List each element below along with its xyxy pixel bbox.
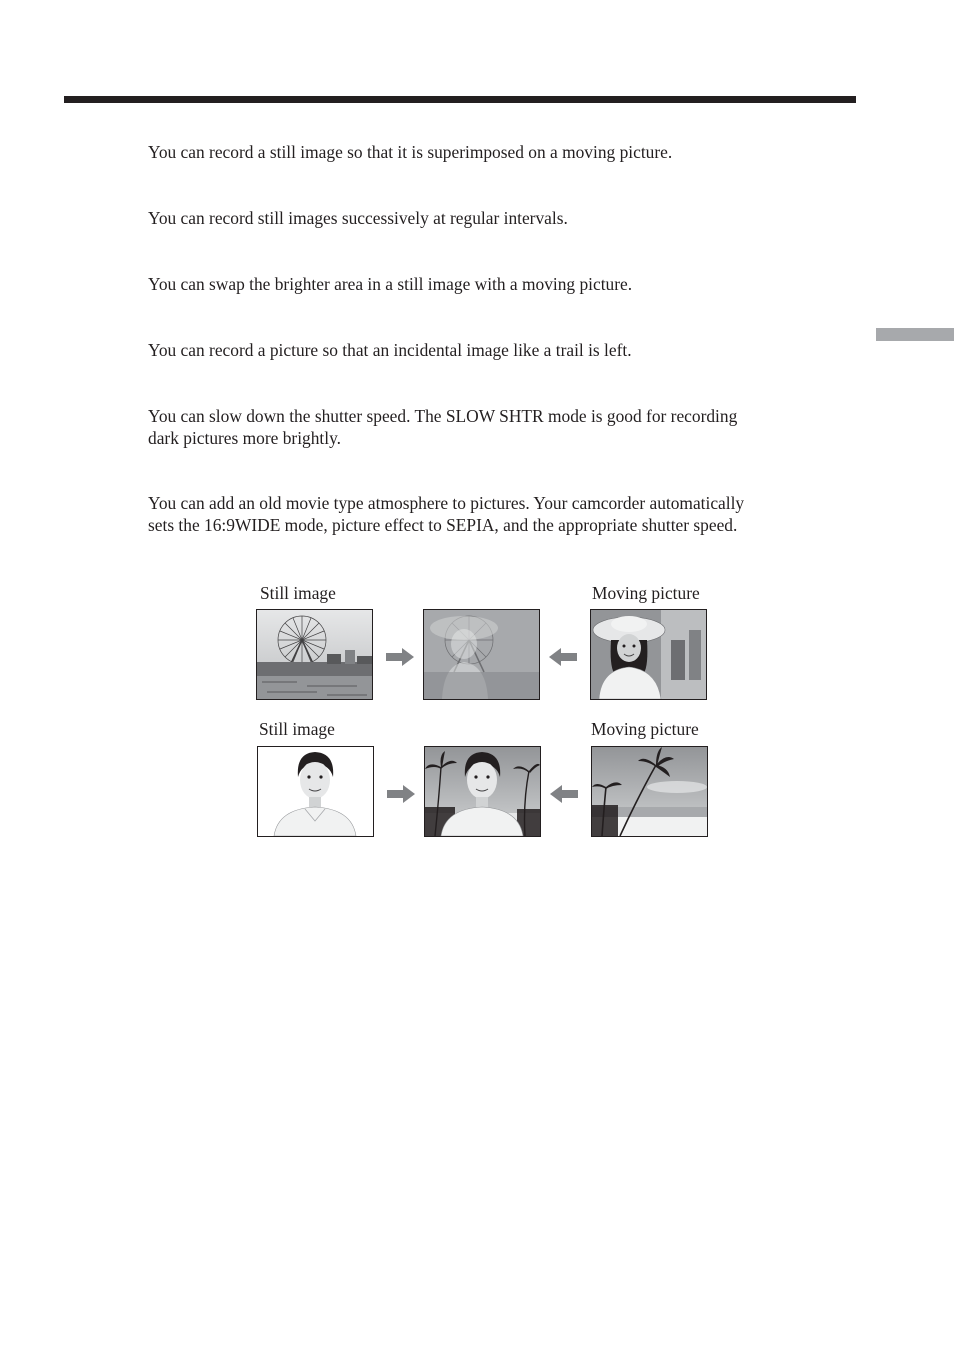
- paragraph-old-movie-line1: You can add an old movie type atmosphere to pictures. Your camcorder automatically: [148, 493, 745, 513]
- paragraph-slow-shutter-line2: dark pictures more brightly.: [148, 428, 342, 448]
- top-rule: [64, 96, 856, 103]
- paragraph-trail: You can record a picture so that an incidental image like a trail is left.: [148, 340, 632, 360]
- portrait-image: [257, 746, 374, 837]
- ferris-wheel-image: [256, 609, 373, 700]
- palm-beach-image: [591, 746, 708, 837]
- arrow-right-icon: [387, 785, 415, 803]
- paragraph-luminance-key: You can swap the brighter area in a still image with a moving picture.: [148, 274, 633, 294]
- row2-still-caption: Still image: [259, 719, 335, 739]
- arrow-left-icon: [550, 785, 578, 803]
- section-tab: [876, 328, 954, 341]
- row1-moving-caption: Moving picture: [592, 583, 700, 603]
- paragraph-slow-shutter-line1: You can slow down the shutter speed. The SLOW SHTR mode is good for recording: [148, 406, 738, 426]
- superimposed-result-image: [423, 609, 540, 700]
- arrow-right-icon: [386, 648, 414, 666]
- paragraph-overlap: You can record a still image so that it is superimposed on a moving picture.: [148, 142, 673, 162]
- luminance-key-result-image: [424, 746, 541, 837]
- arrow-left-icon: [549, 648, 577, 666]
- paragraph-interval: You can record still images successively at regular intervals.: [148, 208, 568, 228]
- row1-still-caption: Still image: [260, 583, 336, 603]
- girl-with-hat-image: [590, 609, 707, 700]
- paragraph-old-movie-line2: sets the 16:9WIDE mode, picture effect to SEPIA, and the appropriate shutter speed.: [148, 515, 738, 535]
- row2-moving-caption: Moving picture: [591, 719, 699, 739]
